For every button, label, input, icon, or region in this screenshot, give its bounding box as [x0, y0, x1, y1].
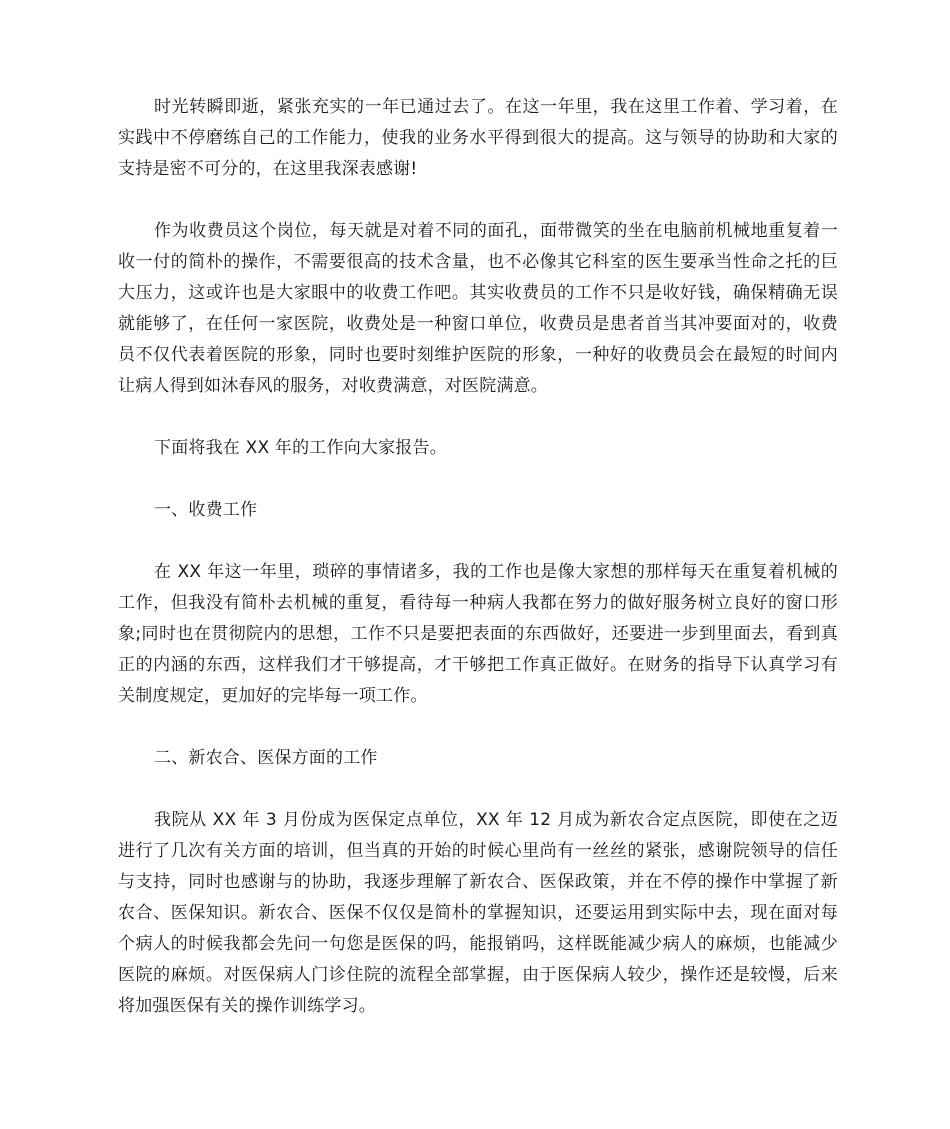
paragraph-insurance-work: 我院从 XX 年 3 月份成为医保定点单位，XX 年 12 月成为新农合定点医院，即使在之迈进行了几次有关方面的培训，但当真的开始的时候心里尚有一丝丝的紧张，感谢院领导的信任与支持，同时也感谢与的协助，我逐步理解了新农合、医保政策，并在不停的操作中掌握了新农合、医保知识。新农合、医保不仅仅是简朴的掌握知识，还要运用到实际中去，现在面对每个病人的时候我都会先问一句您是医保的吗，能报销吗，这样既能减少病人的麻烦，也能减少医院的麻烦。对医保病人门诊住院的流程全部掌握，由于医保病人较少，操作还是较慢，后来将加强医保有关的操作训练学习。	[118, 810, 838, 1016]
section-heading-charging: 一、收费工作	[154, 500, 258, 520]
paragraph-intro: 时光转瞬即逝，紧张充实的一年已通过去了。在这一年里，我在这里工作着、学习着，在实践中不停磨练自己的工作能力，使我的业务水平得到很大的提高。这与领导的协助和大家的支持是密不可分的，在这里我深表感谢!	[118, 97, 838, 179]
document-page	[118, 92, 838, 1022]
paragraph-role: 作为收费员这个岗位，每天就是对着不同的面孔，面带微笑的坐在电脑前机械地重复着一收一付的简朴的操作，不需要很高的技术含量，也不必像其它科室的医生要承当性命之托的巨大压力，这或许也是大家眼中的收费工作吧。其实收费员的工作不只是收好钱，确保精确无误就能够了，在任何一家医院，收费处是一种窗口单位，收费员是患者首当其冲要面对的，收费员不仅代表着医院的形象，同时也要时刻维护医院的形象，一种好的收费员会在最短的时间内让病人得到如沐春风的服务，对收费满意，对医院满意。	[118, 221, 838, 396]
paragraph-gap	[118, 712, 838, 743]
paragraph-gap	[118, 526, 838, 557]
paragraph-gap	[118, 464, 838, 495]
paragraph-report-intro: 下面将我在 XX 年的工作向大家报告。	[154, 438, 447, 458]
paragraph-charging-work: 在 XX 年这一年里，琐碎的事情诸多，我的工作也是像大家想的那样每天在重复着机械的工作，但我没有简朴去机械的重复，看待每一种病人我都在努力的做好服务树立良好的窗口形象;同时也在贯彻院内的思想，工作不只是要把表面的东西做好，还要进一步到里面去，看到真正的内涵的东西，这样我们才干够提高，才干够把工作真正做好。在财务的指导下认真学习有关制度规定，更加好的完毕每一项工作。	[118, 562, 838, 706]
paragraph-gap	[118, 774, 838, 805]
section-heading-insurance: 二、新农合、医保方面的工作	[154, 748, 378, 768]
paragraph-gap	[118, 402, 838, 433]
paragraph-gap	[118, 185, 838, 216]
